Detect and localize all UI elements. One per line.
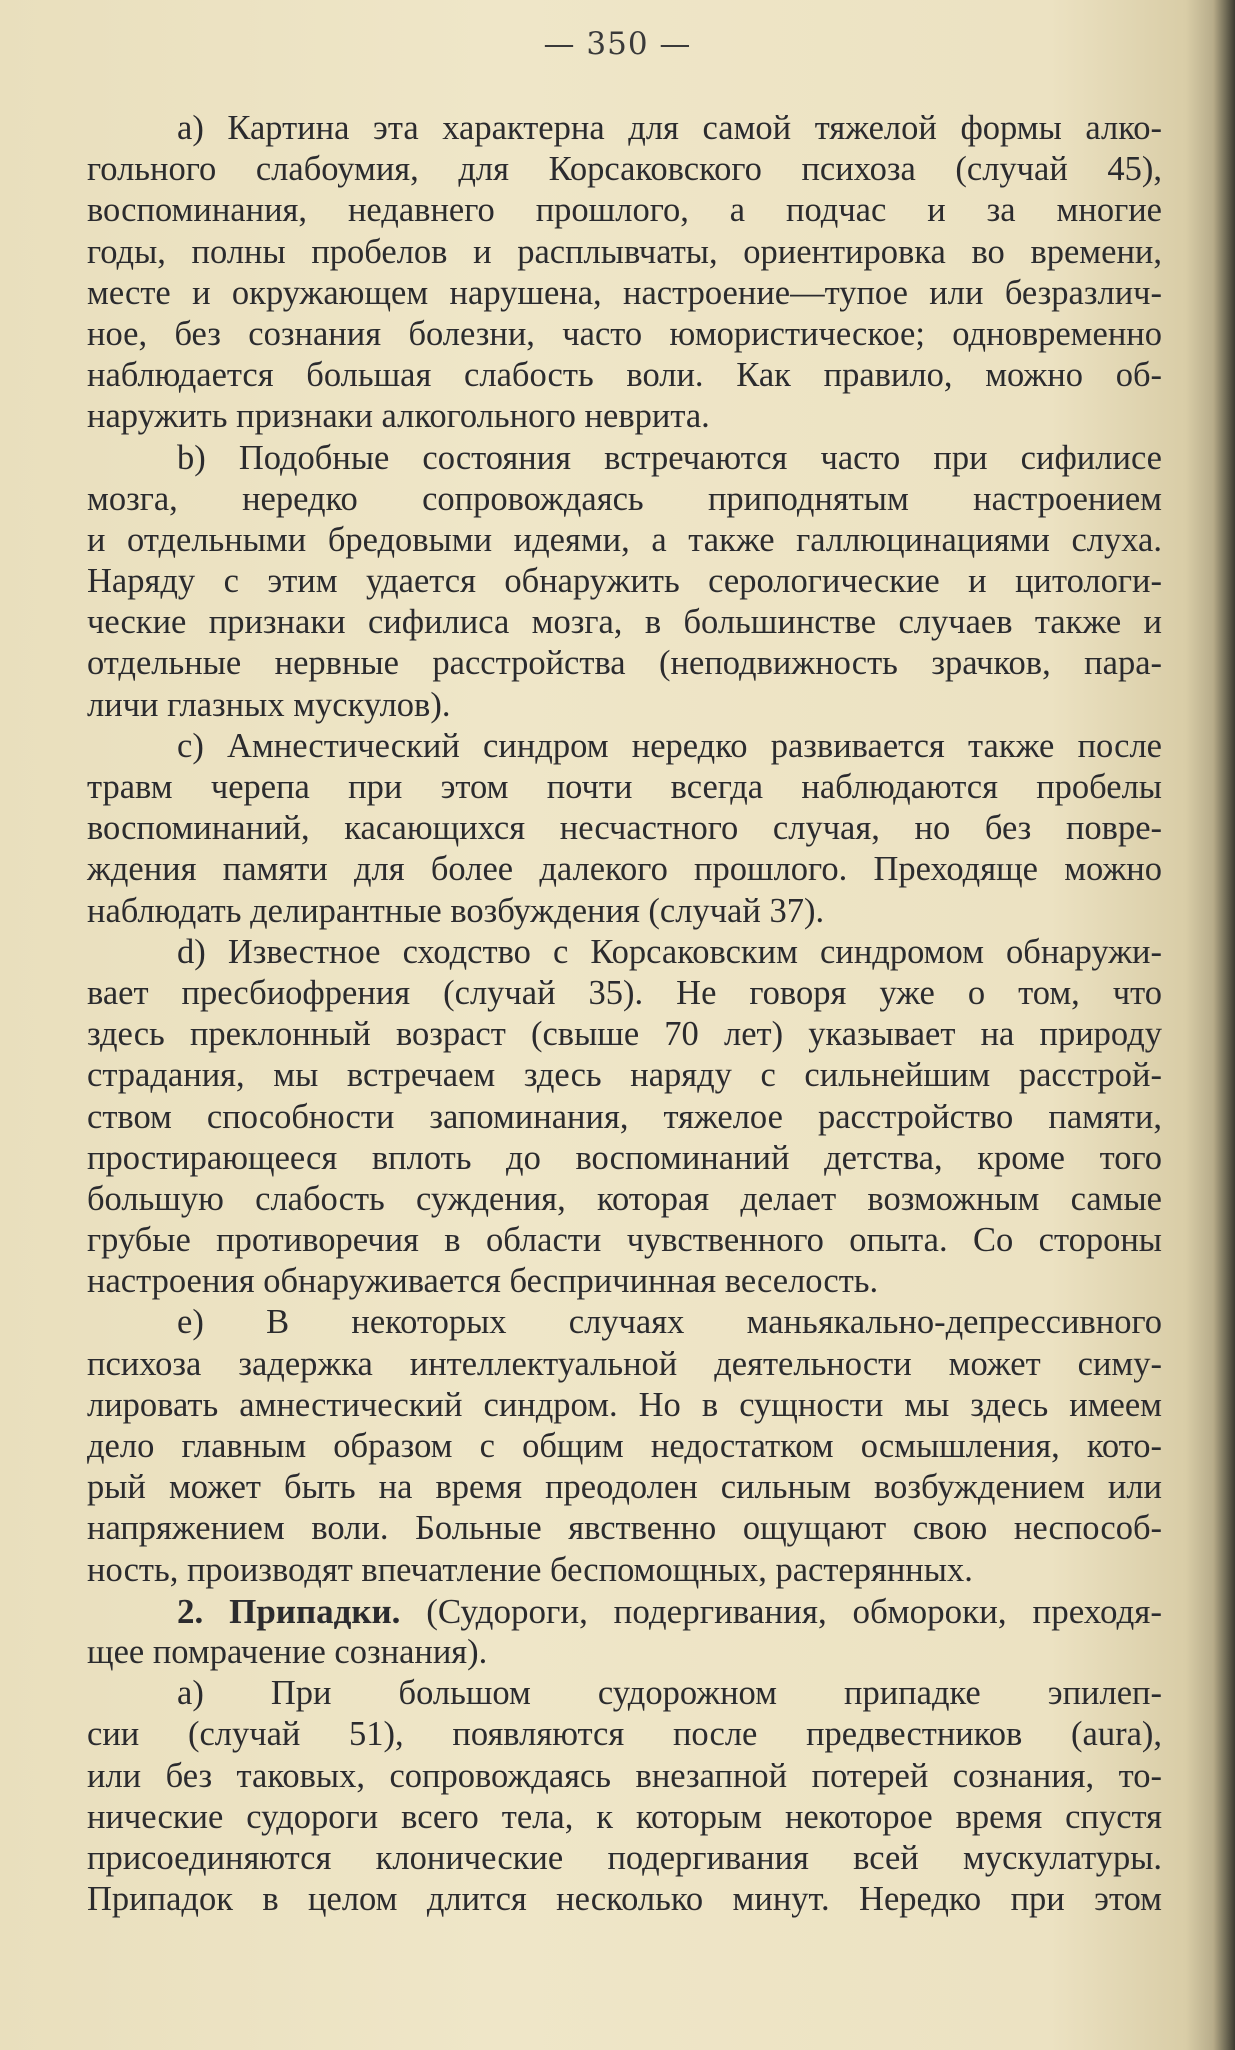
text-line: ством способности запоминания, тяжелое расстройство памяти, [87, 1097, 1162, 1136]
text-line: или без таковых, сопровождаясь внезапной потерей сознания, то- [87, 1756, 1162, 1795]
paragraph-d [87, 932, 1162, 1303]
text-line: воспоминания, недавнего прошлого, а подчас и за многие [87, 191, 1162, 230]
text-line: d) Известное сходство с Корсаковским синдромом обнаружи- [177, 932, 1162, 971]
text-line: дело главным образом с общим недостатком осмышления, кото- [87, 1427, 1162, 1465]
text-line: напряжением воли. Больные явственно ощущают свою неспособ- [87, 1509, 1162, 1548]
section-title: Припадки. [229, 1591, 401, 1631]
text-line: и отдельными бредовыми идеями, а также галлюцинациями слуха. [87, 520, 1162, 559]
text-line: травм черепа при этом почти всегда наблюдаются пробелы [87, 768, 1162, 806]
paragraph-a [87, 108, 1162, 438]
text-line: отдельные нервные расстройства (неподвижность зрачков, пара- [87, 644, 1162, 683]
section-number: 2. [177, 1591, 204, 1631]
section-subtitle: (Судороги, подергивания, обмороки, преходя- [426, 1591, 1163, 1631]
text-line: мозга, нередко сопровождаясь приподнятым настроением [87, 479, 1162, 518]
text-line: ность, производят впечатление беспомощных, растерянных. [87, 1550, 973, 1589]
text-line: простирающееся вплоть до воспоминаний детства, кроме того [87, 1138, 1162, 1177]
text-line: лировать амнестический синдром. Но в сущности мы здесь имеем [87, 1385, 1162, 1424]
text-line: Припадок в целом длится несколько минут. Нередко при этом [87, 1880, 1162, 1919]
text-line: b) Подобные состояния встречаются часто при сифилисе [177, 438, 1162, 477]
text-line: гольного слабоумия, для Корсаковского психоза (случай 45), [87, 150, 1162, 189]
paragraph-seizures-a [87, 1673, 1162, 1920]
text-line: а) При большом судорожном припадке эпилеп- [177, 1674, 1162, 1713]
text-line: рый может быть на время преодолен сильным возбуждением или [87, 1468, 1162, 1507]
text-line: наружить признаки алкогольного неврита. [87, 397, 710, 436]
text-line: месте и окружающем нарушена, настроение—тупое или безразлич- [87, 273, 1162, 312]
text-line: воспоминаний, касающихся несчастного случая, но без повре- [87, 809, 1162, 848]
text-line: психоза задержка интеллектуальной деятельности может симу- [87, 1344, 1162, 1383]
text-line: личи глазных мускулов). [87, 685, 451, 724]
text-line: ческие признаки сифилиса мозга, в большинстве случаев также и [87, 603, 1162, 642]
page-body [87, 108, 1162, 1920]
text-line: Наряду с этим удается обнаружить серологические и цитологи- [87, 562, 1162, 601]
paragraph-b [87, 438, 1162, 726]
text-line: нические судороги всего тела, к которым некоторое время спустя [87, 1797, 1162, 1836]
text-line: c) Амнестический синдром нередко развивается также после [177, 726, 1162, 765]
section-heading-line [87, 1591, 1162, 1632]
text-line: наблюдается большая слабость воли. Как правило, можно об- [87, 356, 1162, 395]
section-subtitle-continuation: щее помрачение сознания). [87, 1632, 488, 1671]
text-line: присоединяются клонические подергивания всей мускулатуры. [87, 1838, 1162, 1877]
text-line: наблюдать делирантные возбуждения (случай 37). [87, 891, 825, 930]
text-line: ждения памяти для более далекого прошлого. Преходяще можно [87, 850, 1162, 889]
text-line: ное, без сознания болезни, часто юмористическое; одновременно [87, 314, 1162, 353]
text-line: здесь преклонный возраст (свыше 70 лет) указывает на природу [87, 1015, 1162, 1054]
text-line: сии (случай 51), появляются после предвестников (aura), [87, 1715, 1162, 1754]
text-line: а) Картина эта характерна для самой тяжелой формы алко- [177, 109, 1162, 147]
text-line: годы, полны пробелов и расплывчаты, ориентировка во времени, [87, 232, 1162, 271]
paragraph-c [87, 726, 1162, 932]
section-heading [87, 1591, 1162, 1673]
text-line: вает пресбиофрения (случай 35). Не говоря уже о том, что [87, 973, 1162, 1012]
page-edge-shadow [1213, 0, 1235, 2050]
text-line: страдания, мы встречаем здесь наряду с сильнейшим расстрой- [87, 1056, 1162, 1095]
paragraph-e [87, 1302, 1162, 1590]
text-line: e) В некоторых случаях маньякально-депрессивного [177, 1303, 1162, 1342]
text-line: большую слабость суждения, которая делает возможным самые [87, 1179, 1162, 1218]
text-line: грубые противоречия в области чувственного опыта. Со стороны [87, 1221, 1162, 1260]
page-number: — 350 — [543, 26, 692, 62]
text-line: настроения обнаруживается беспричинная веселость. [87, 1262, 879, 1301]
